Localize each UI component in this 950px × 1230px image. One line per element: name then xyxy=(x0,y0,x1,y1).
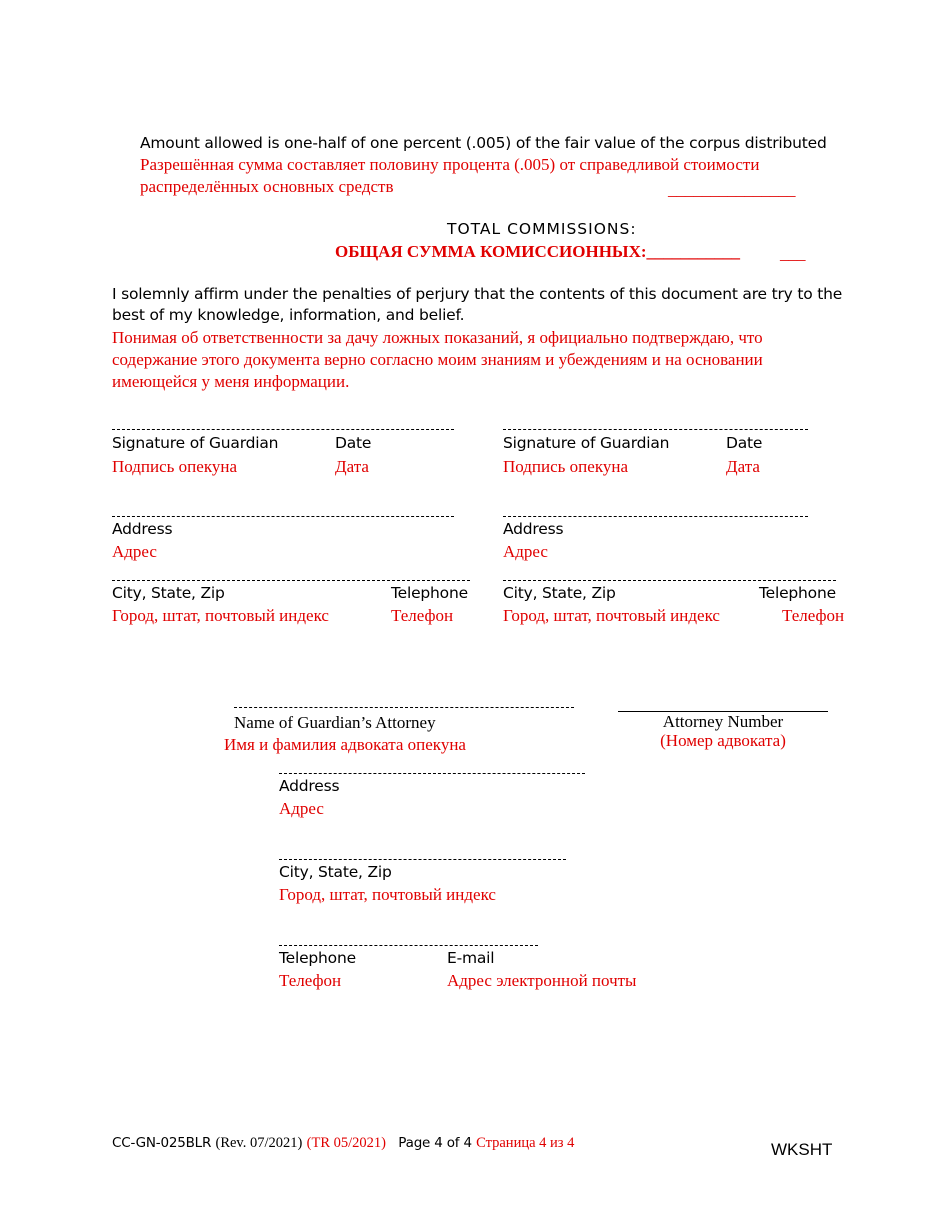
attorney-city-line[interactable] xyxy=(279,859,566,860)
signature-label-en-right: Signature of Guardian xyxy=(503,434,670,452)
attorney-city-label-en: City, State, Zip xyxy=(279,863,392,881)
telephone-label-ru-right: Телефон xyxy=(782,606,845,625)
address-label-ru-left: Адрес xyxy=(112,542,157,561)
affirm-text-ru-2: содержание этого документа верно согласно моим знаниям и убеждениям и на основании xyxy=(112,350,763,369)
footer-rev: (Rev. 07/2021) xyxy=(215,1135,303,1151)
city-line-right[interactable] xyxy=(503,580,836,581)
date-label-en-right: Date xyxy=(726,434,763,452)
attorney-telephone-label-en: Telephone xyxy=(279,949,356,967)
city-label-ru-left: Город, штат, почтовый индекс xyxy=(112,606,329,625)
attorney-address-label-ru: Адрес xyxy=(279,799,324,818)
signature-line-right[interactable] xyxy=(503,429,808,430)
attorney-address-label-en: Address xyxy=(279,777,340,795)
attorney-address-line[interactable] xyxy=(279,773,585,774)
address-line-left[interactable] xyxy=(112,516,454,517)
signature-label-ru-right: Подпись опекуна xyxy=(503,457,628,476)
address-label-ru-right: Адрес xyxy=(503,542,548,561)
signature-line-left[interactable] xyxy=(112,429,454,430)
address-line-right[interactable] xyxy=(503,516,808,517)
city-line-left[interactable] xyxy=(112,580,470,581)
footer xyxy=(112,1135,574,1152)
date-label-ru-left: Дата xyxy=(335,457,369,476)
attorney-name-label-en: Name of Guardian’s Attorney xyxy=(234,713,436,732)
footer-page-en: Page 4 of 4 xyxy=(398,1135,472,1151)
footer-page-ru: Страница 4 из 4 xyxy=(476,1135,575,1151)
footer-tr: (TR 05/2021) xyxy=(306,1135,386,1151)
address-label-en-right: Address xyxy=(503,520,564,538)
city-label-en-right: City, State, Zip xyxy=(503,584,616,602)
total-commissions-label-en: TOTAL COMMISSIONS: xyxy=(447,220,637,238)
signature-label-en-left: Signature of Guardian xyxy=(112,434,279,452)
corpus-text-ru-1: Разрешённая сумма составляет половину процента (.005) от справедливой стоимости xyxy=(140,155,760,174)
corpus-text-ru-2: распределённых основных средств xyxy=(140,177,394,196)
attorney-city-label-ru: Город, штат, почтовый индекс xyxy=(279,885,496,904)
attorney-email-label-en: E-mail xyxy=(447,949,495,967)
address-label-en-left: Address xyxy=(112,520,173,538)
affirm-text-en-2: best of my knowledge, information, and belief. xyxy=(112,306,465,324)
corpus-amount-blank[interactable]: _______________ xyxy=(668,180,796,199)
affirm-text-ru-1: Понимая об ответственности за дачу ложных показаний, я официально подтверждаю, что xyxy=(112,328,763,347)
telephone-label-en-left: Telephone xyxy=(391,584,468,602)
total-commissions-label-ru: ОБЩАЯ СУММА КОМИССИОННЫХ:___________ xyxy=(335,242,741,261)
affirm-text-ru-3: имеющейся у меня информации. xyxy=(112,372,350,391)
attorney-number-label-ru: (Номер адвоката) xyxy=(660,731,786,750)
telephone-label-en-right: Telephone xyxy=(759,584,836,602)
footer-form-id: CC-GN-025BLR xyxy=(112,1135,212,1151)
attorney-telephone-line[interactable] xyxy=(279,945,538,946)
affirm-text-en-1: I solemnly affirm under the penalties of perjury that the contents of this document are try to the xyxy=(112,285,843,303)
telephone-label-ru-left: Телефон xyxy=(391,606,454,625)
total-commissions-blank[interactable]: ___ xyxy=(780,244,806,263)
attorney-number-label-en: Attorney Number xyxy=(662,712,784,731)
attorney-email-label-ru: Адрес электронной почты xyxy=(447,971,637,990)
city-label-en-left: City, State, Zip xyxy=(112,584,225,602)
attorney-name-line[interactable] xyxy=(234,707,574,708)
corpus-text-en: Amount allowed is one-half of one percent (.005) of the fair value of the corpus distributed xyxy=(140,134,827,152)
date-label-ru-right: Дата xyxy=(726,457,760,476)
attorney-telephone-label-ru: Телефон xyxy=(279,971,342,990)
footer-code: WKSHT xyxy=(771,1140,833,1159)
date-label-en-left: Date xyxy=(335,434,372,452)
signature-label-ru-left: Подпись опекуна xyxy=(112,457,237,476)
attorney-name-label-ru: Имя и фамилия адвоката опекуна xyxy=(224,735,466,754)
city-label-ru-right: Город, штат, почтовый индекс xyxy=(503,606,720,625)
